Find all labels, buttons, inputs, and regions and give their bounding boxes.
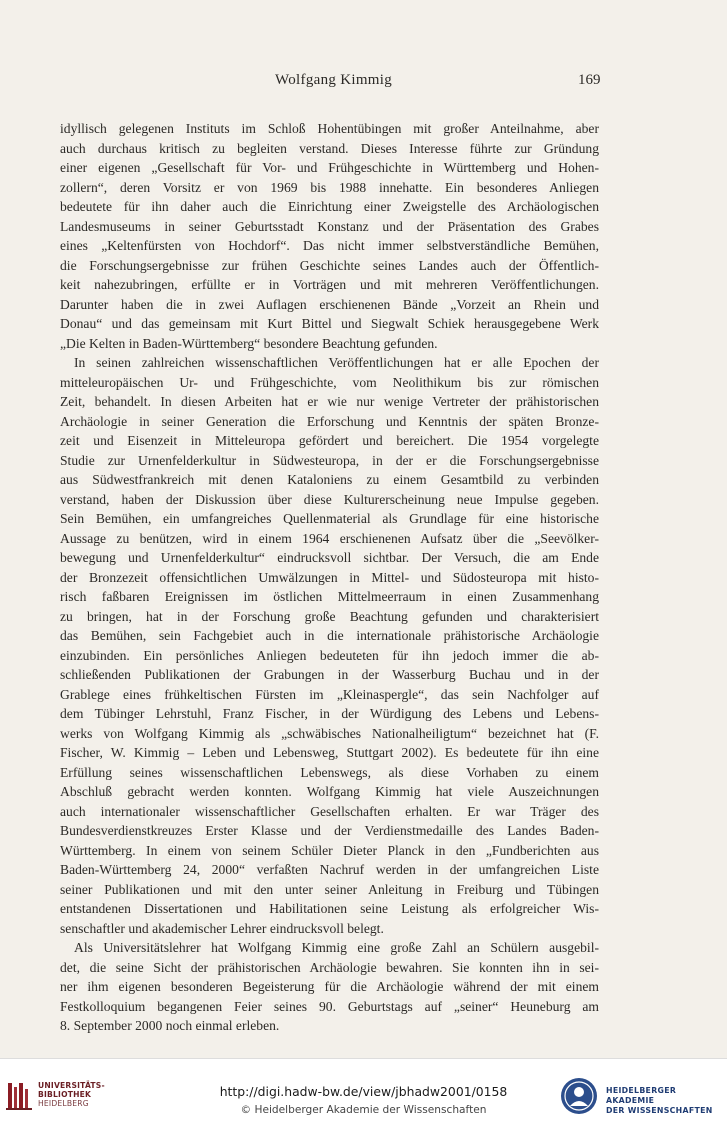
text-line: Donau“ und das gemeinsam mit Kurt Bittel und Siegwalt Schiek herausgegebene Werk xyxy=(60,316,599,331)
body-text xyxy=(60,119,599,1036)
text-line: seiner Publikationen und mit den unter seiner Anleitung in Freiburg und Tübingen xyxy=(60,881,599,897)
text-line: bewegung und Urnenfelderkultur“ eindrucksvoll sichtbar. Der Versuch, die am Ende xyxy=(60,550,599,565)
text-line: Grablege eines frühkeltischen Fürsten im „Kleinaspergle“, das sein Nachfolger auf xyxy=(60,686,599,702)
text-line: schließenden Publikationen der Grabungen in der Wasserburg Buchau und in der xyxy=(60,667,599,682)
text-line: Erfüllung seines wissenschaftlichen Lebenswegs, als diese Vorhaben zu einem xyxy=(60,764,599,780)
text-line: Abschluß gebracht werden konnten. Wolfgang Kimmig hat viele Auszeichnungen xyxy=(60,784,599,799)
hak-logo-line-1: HEIDELBERGER AKADEMIE xyxy=(606,1086,677,1105)
text-line: aus Südwestfrankreich mit denen Kataloniens zu einem Gesamtbild zu verbinden xyxy=(60,472,599,487)
text-line: ner ihm eigenen besonderen Begeisterung für die Archäologie während der mit einem xyxy=(60,979,599,994)
text-line: einer eigenen „Gesellschaft für Vor- und Frühgeschichte in Württemberg und Hohen- xyxy=(60,160,599,175)
text-line: Zeit, behandelt. In diesen Arbeiten hat er wie nur wenige Vertreter der prähistorischen xyxy=(60,394,599,409)
text-line: Festkolloquium begangenen Feier seines 90. Geburtstags auf „seiner“ Heuneburg am xyxy=(60,998,599,1014)
text-line: Baden-Württemberg 24, 2000“ verfaßten Nachruf werden in der umfangreichen Liste xyxy=(60,862,599,877)
text-line: Landesmuseums in seiner Geburtsstadt Konstanz und der Präsentation des Grabes xyxy=(60,218,599,234)
text-line: Bundesverdienstkreuzes Erster Klasse und der Verdienstmedaille des Landes Baden- xyxy=(60,823,599,838)
running-title: Wolfgang Kimmig xyxy=(275,72,393,88)
text-line: mitteleuropäischen Ur- und Frühgeschichte, vom Neolithikum bis zur römischen xyxy=(60,374,599,390)
text-line: der Bronzezeit offensichtlichen Umwälzungen in Mittel- und Südosteuropa mit histo- xyxy=(60,569,599,585)
ub-logo-line-1: UNIVERSITÄTS- xyxy=(38,1081,105,1090)
academy-seal-icon[interactable] xyxy=(560,1077,598,1115)
text-line: risch faßbaren Ereignissen im östlichen Mittelmeerraum in einen Zusammenhang xyxy=(60,589,599,604)
text-line: eines „Keltenfürsten von Hochdorf“. Das nicht immer selbstverständliche Bemühen, xyxy=(60,238,599,253)
text-line: Darunter haben die in zwei Auflagen erschienenen Bände „Vorzeit an Rhein und xyxy=(60,296,599,312)
ub-logo-line-2: BIBLIOTHEK xyxy=(38,1090,92,1099)
text-line: 8. September 2000 noch einmal erleben. xyxy=(60,1018,280,1033)
ub-logo-line-3: HEIDELBERG xyxy=(38,1099,89,1108)
text-line: verstand, haben der Diskussion über diese Kulturerscheinung neue Impulse gegeben. xyxy=(60,491,599,507)
text-line: bedeutete für ihn daher auch die Einrichtung einer Zweigstelle des Archäologischen xyxy=(60,199,599,214)
text-line: zu bringen, hat in der Forschung große Beachtung gefunden und charakterisiert xyxy=(60,608,599,624)
permalink-url[interactable]: http://digi.hadw-bw.de/view/jbhadw2001/0158 xyxy=(219,1084,508,1099)
hak-logo-line-2: DER WISSENSCHAFTEN xyxy=(606,1106,713,1115)
text-line: zeit und Eisenzeit in Mitteleuropa gefördert und bereichert. Die 1954 vorgelegte xyxy=(60,433,599,448)
text-line: „Die Kelten in Baden-Württemberg“ besondere Beachtung gefunden. xyxy=(60,335,438,351)
text-line: dem Tübinger Lehrstuhl, Franz Fischer, in der Würdigung des Lebens und Lebens- xyxy=(60,706,599,721)
text-line: zollern“, deren Vorsitz er von 1969 bis 1988 innehatte. Ein besonderes Anliegen xyxy=(60,179,599,195)
text-line: das Bemühen, sein Fachgebiet auch in die internationale prähistorische Archäologie xyxy=(60,628,599,643)
academy-logo-text[interactable] xyxy=(606,1086,727,1116)
footer-bar xyxy=(0,1058,727,1126)
text-line: senschaftler und akademischer Lehrer eindrucksvoll belegt. xyxy=(60,920,384,936)
text-line: In seinen zahlreichen wissenschaftlichen Veröffentlichungen hat er alle Epochen der xyxy=(74,355,599,370)
page-number: 169 xyxy=(578,72,601,88)
text-line: keit nahezubringen, erfüllte er in Vorträgen und mit mehreren Veröffentlichungen. xyxy=(60,277,599,292)
text-line: idyllisch gelegenen Instituts im Schloß Hohentübingen mit großer Anteilnahme, aber xyxy=(60,121,599,136)
text-line: auch durchaus kritisch zu begleiten verstand. Dieses Interesse führte zur Gründung xyxy=(60,140,599,156)
text-line: auch internationaler wissenschaftlicher Gesellschaften erhalten. Er war Träger des xyxy=(60,803,599,819)
text-line: det, die seine Sicht der prähistorischen Archäologie bewahren. Sie konnten ihn in sei- xyxy=(60,959,599,975)
running-head xyxy=(0,72,727,92)
text-line: Als Universitätslehrer hat Wolfgang Kimmig eine große Zahl an Schülern ausgebil- xyxy=(74,940,599,955)
text-line: Studie zur Urnenfelderkultur in Südwesteuropa, in der er die Forschungsergebnisse xyxy=(60,452,599,468)
text-line: die Forschungsergebnisse zur frühen Geschichte seines Landes auch der Öffentlich- xyxy=(60,257,599,273)
text-line: Archäologie in seiner Generation die Erforschung und Kenntnis der späten Bronze- xyxy=(60,413,599,429)
text-line: Württemberg. In einem von seinem Schüler Dieter Planck in den „Fundberichten aus xyxy=(60,842,599,858)
text-line: werks von Wolfgang Kimmig als „schwäbisches Nationalheiligtum“ bezeichnet hat (F. xyxy=(60,725,599,741)
text-line: Aussage zu benützen, wird in einem 1964 erschienenen Aufsatz über die „Seevölker- xyxy=(60,530,599,546)
text-line: Fischer, W. Kimmig – Leben und Lebensweg, Stuttgart 2002). Es bedeutete für ihn eine xyxy=(60,745,599,760)
text-line: einzubinden. Ein persönliches Anliegen bedeuteten für ihn jedoch immer die ab- xyxy=(60,647,599,663)
text-line: entstandenen Dissertationen und Habilitationen seine Leistung als erfolgreicher Wis- xyxy=(60,901,599,916)
text-line: Sein Bemühen, ein umfangreiches Quellenmaterial als Grundlage für eine historische xyxy=(60,511,599,526)
copyright-notice: © Heidelberger Akademie der Wissenschaften xyxy=(240,1104,487,1116)
